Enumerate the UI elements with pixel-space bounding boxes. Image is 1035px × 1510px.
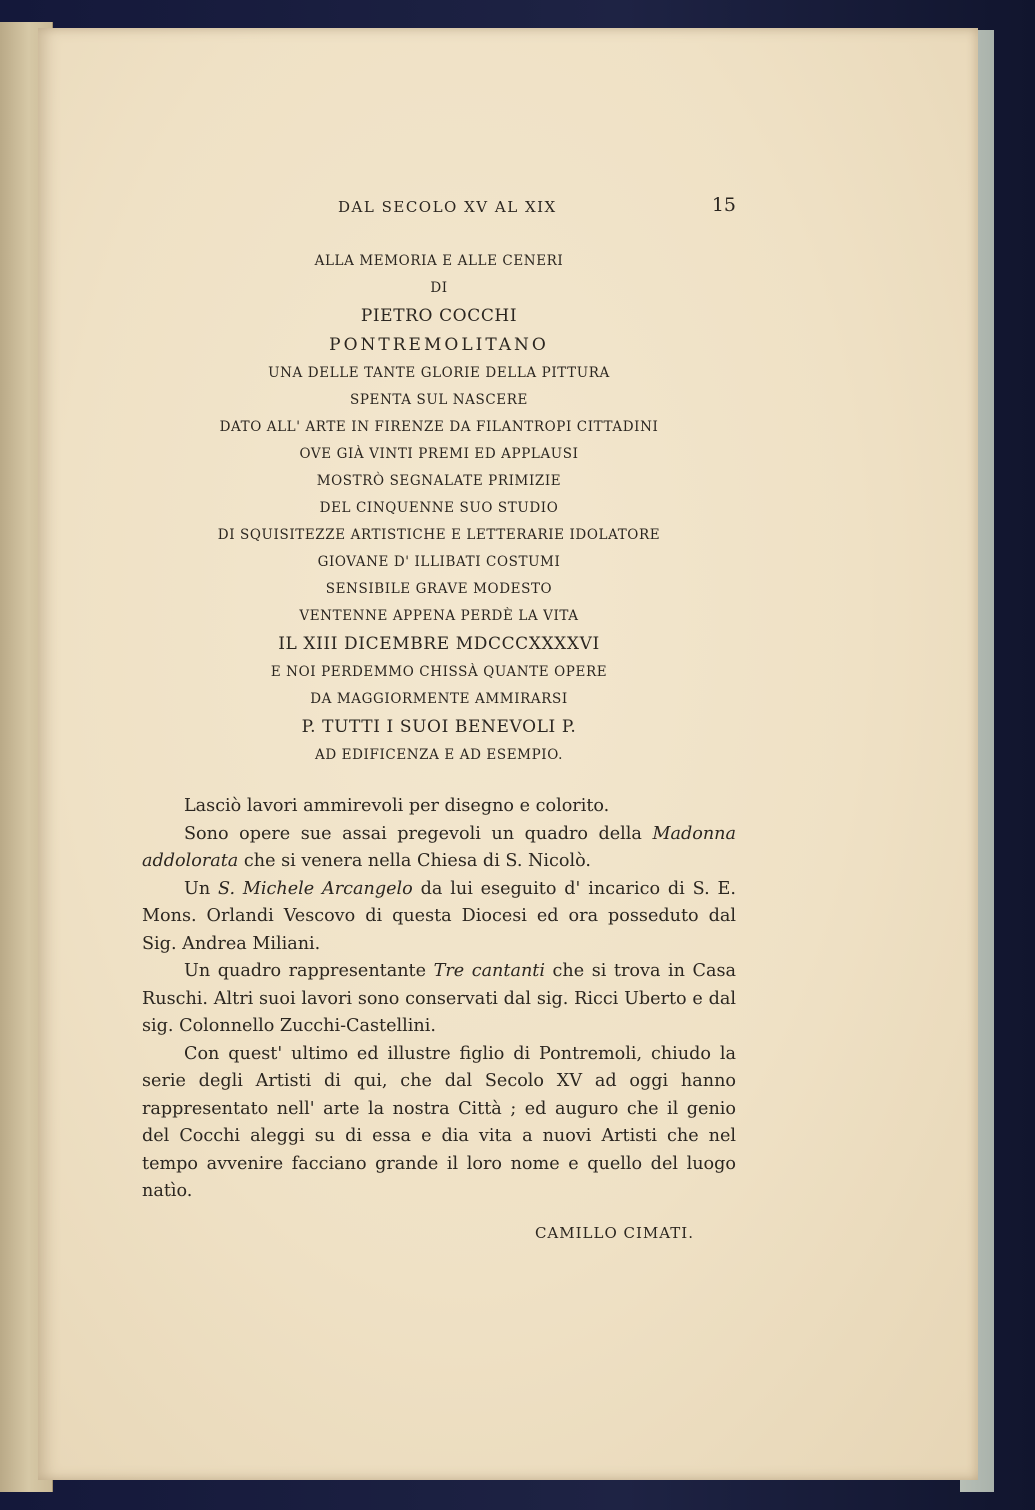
epitaph-line: SENSIBILE GRAVE MODESTO [325,581,553,597]
epitaph-line: E NOI PERDEMMO CHISSÀ QUANTE OPERE [270,664,608,680]
body-text [142,793,736,1206]
epitaph-origin: PONTREMOLITANO [329,335,549,355]
page-number: 15 [711,194,736,216]
epitaph-line: DATO ALL' ARTE IN FIRENZE DA FILANTROPI CITTADINI [219,419,659,435]
epitaph-dedicators: P. TUTTI I SUOI BENEVOLI P. [301,717,577,737]
epitaph-line: VENTENNE APPENA PERDÈ LA VITA [299,608,579,624]
paragraph: Lasciò lavori ammirevoli per disegno e colorito. [184,796,610,816]
author-signature: CAMILLO CIMATI. [534,1223,694,1242]
running-head [142,190,736,226]
epitaph-line: ALLA MEMORIA E ALLE CENERI [314,253,564,269]
epitaph-line: AD EDIFICENZA E AD ESEMPIO. [315,747,563,763]
epitaph-line: MOSTRÒ SEGNALATE PRIMIZIE [316,473,562,489]
paragraph: Sono opere sue assai pregevoli un quadro della Madonna addolorata che si venera nella Chiesa di S. Nicolò. [142,823,736,871]
running-title: DAL SECOLO XV AL XIX [338,198,557,216]
epitaph-inscription [142,248,736,769]
italic-title: S. Michele Arcangelo [218,878,413,899]
epitaph-name: PIETRO COCCHI [360,306,518,326]
epitaph-line: DA MAGGIORMENTE AMMIRARSI [310,691,568,707]
italic-title: Madonna addolorata [142,823,736,871]
epitaph-date: IL XIII DICEMBRE MDCCCXXXXVI [278,634,600,654]
page-content [142,190,736,1242]
epitaph-line: DI [430,280,448,296]
epitaph-line: DI SQUISITEZZE ARTISTICHE E LETTERARIE IDOLATORE [217,527,661,543]
epitaph-line: UNA DELLE TANTE GLORIE DELLA PITTURA [268,365,610,381]
epitaph-line: GIOVANE D' ILLIBATI COSTUMI [317,554,561,570]
paragraph: Un S. Michele Arcangelo da lui eseguito d' incarico di S. E. Mons. Orlandi Vescovo di questa Diocesi ed ora posseduto dal Sig. Andrea Miliani. [142,878,736,954]
paragraph: Un quadro rappresentante Tre cantanti che si trova in Casa Ruschi. Altri suoi lavori sono conservati dal sig. Ricci Uberto e dal sig. Colonnello Zucchi-Castellini. [142,961,736,1036]
italic-title: Tre cantanti [433,961,545,981]
epitaph-line: OVE GIÀ VINTI PREMI ED APPLAUSI [299,446,579,462]
epitaph-line: SPENTA SUL NASCERE [349,392,528,408]
paragraph: Con quest' ultimo ed illustre figlio di Pontremoli, chiudo la serie degli Artisti di qui, che dal Secolo XV ad oggi hanno rappresentato nell' arte la nostra Città ; ed auguro che il genio del Cocchi aleggi su di essa e dia vita a nuovi Artisti che nel tempo avvenire facciano grande il loro nome e quello del luogo natìo. [142,1043,736,1201]
epitaph-line: DEL CINQUENNE SUO STUDIO [319,500,559,516]
